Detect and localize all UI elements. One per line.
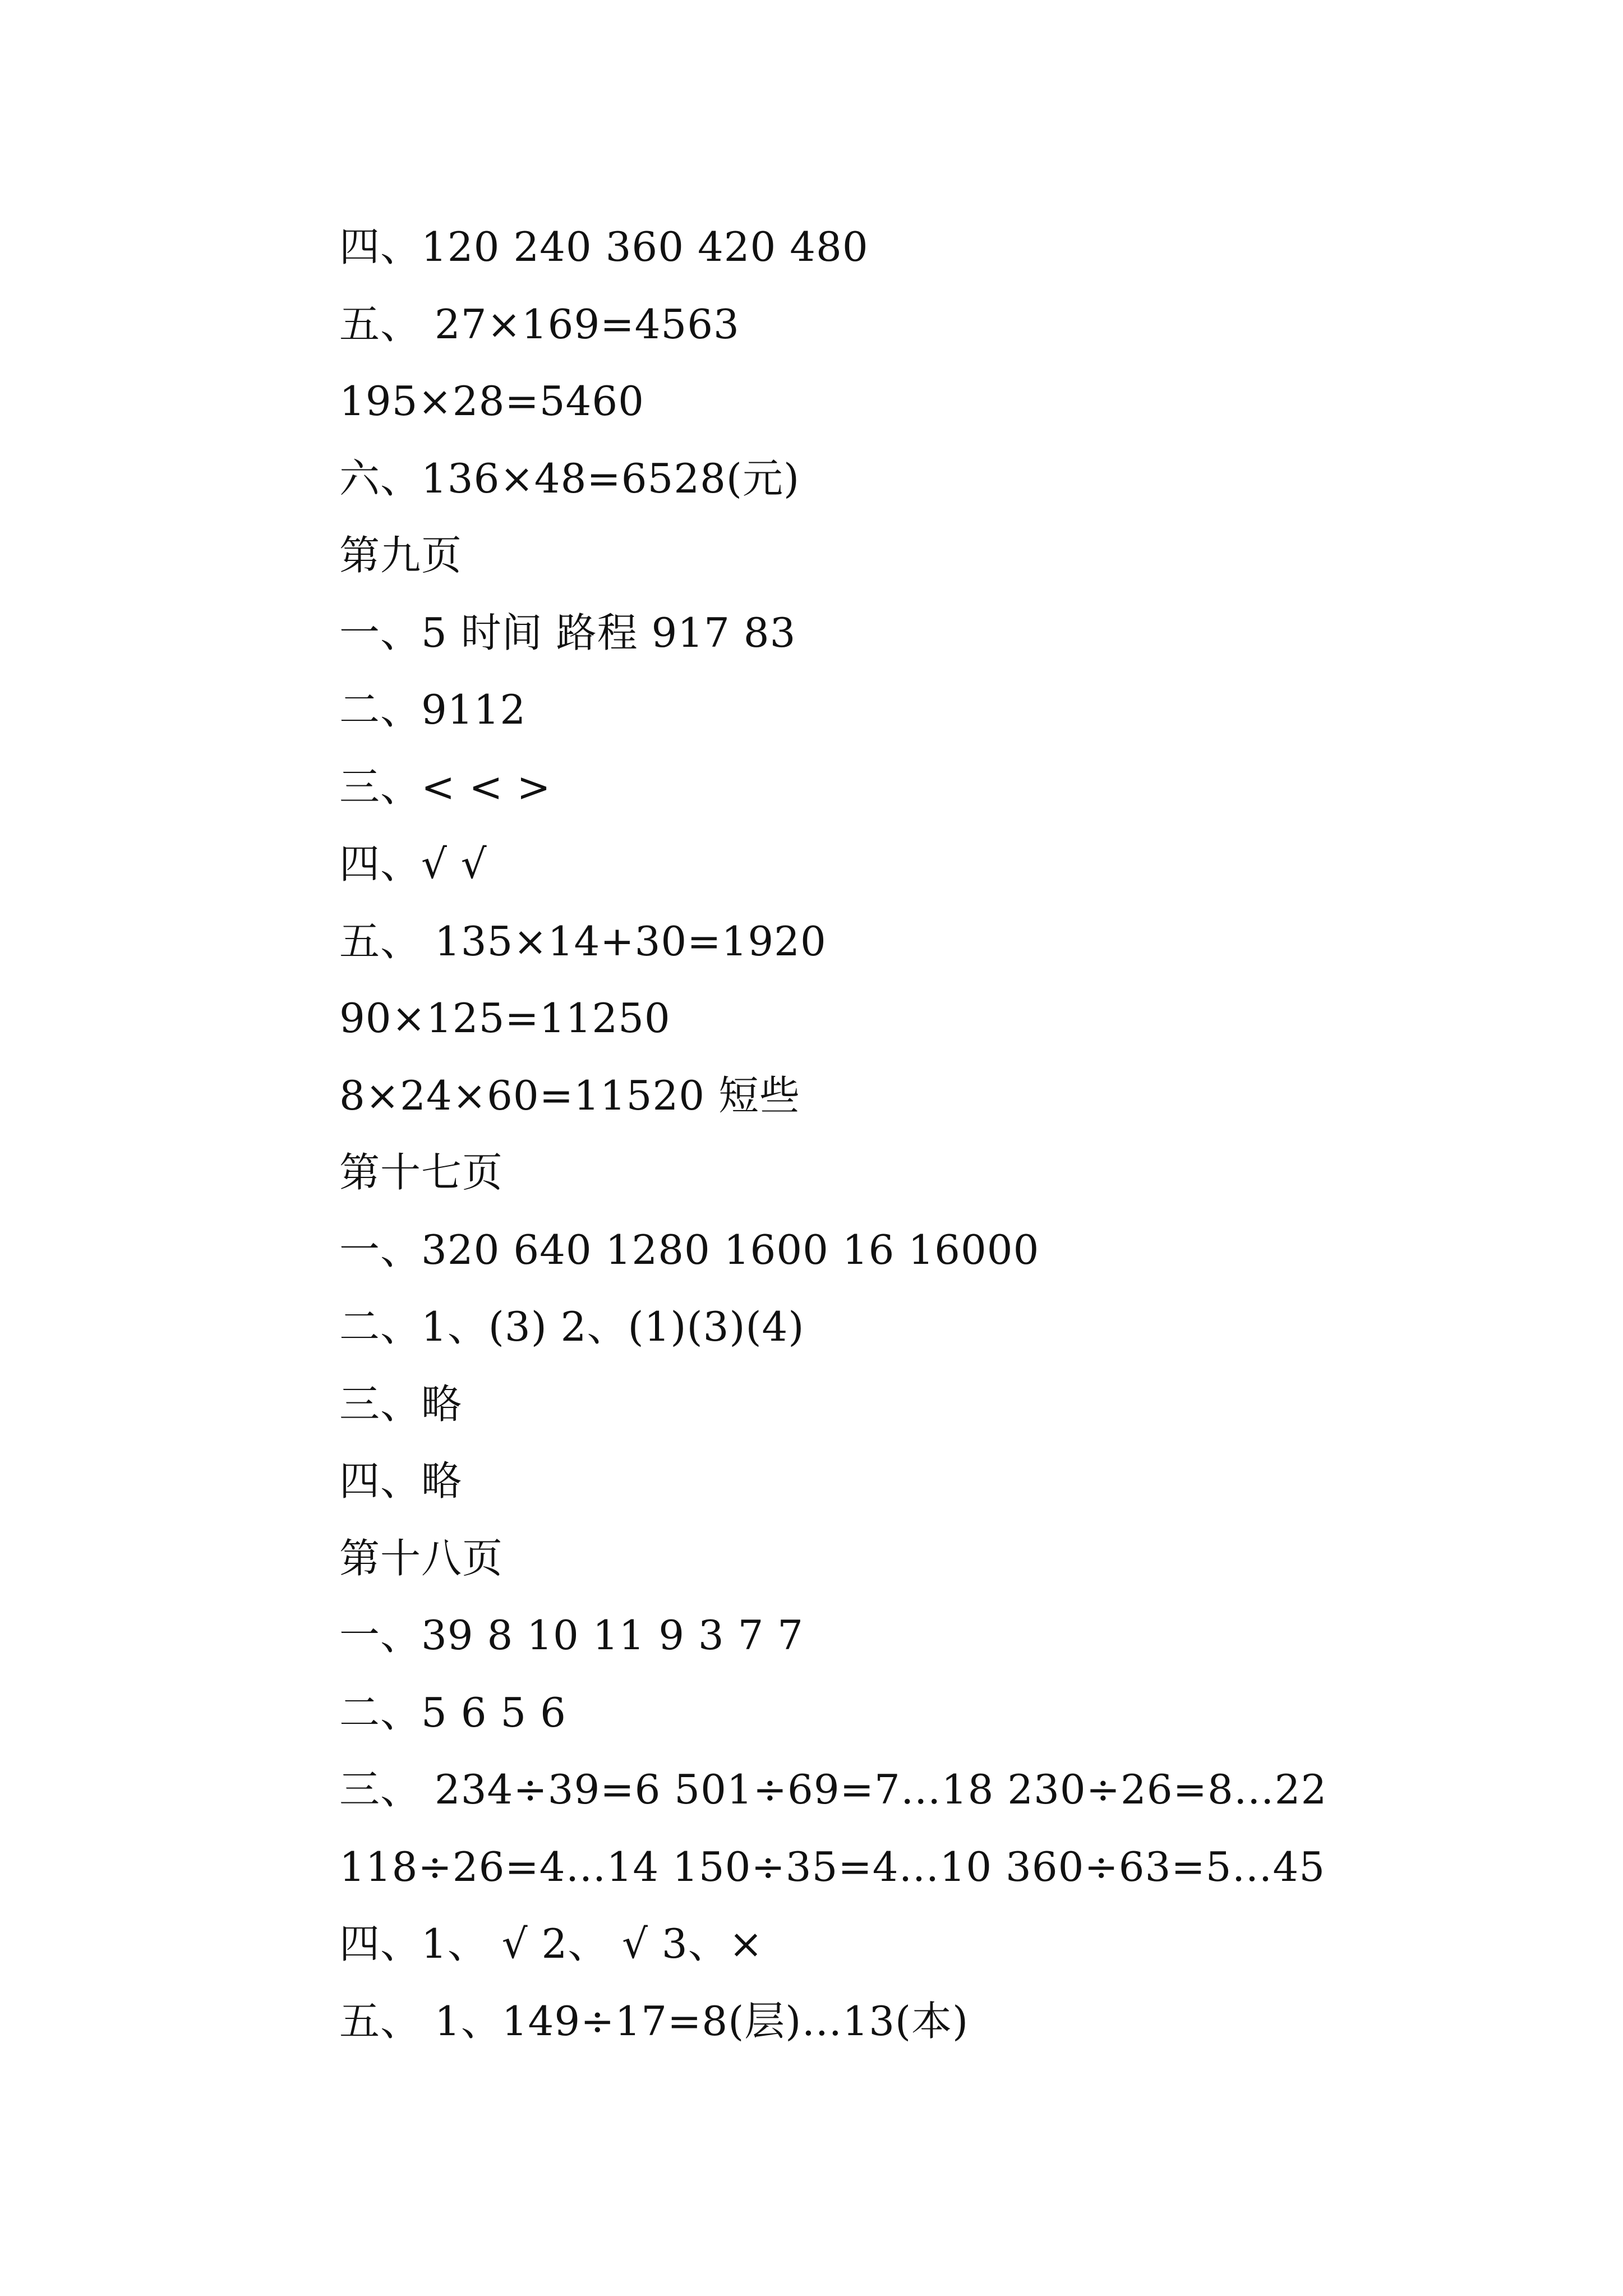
text-line: 六、136×48=6528(元) — [339, 454, 800, 502]
text-line: 三、< < > — [339, 763, 551, 811]
text-line: 8×24×60=11520 短些 — [339, 1071, 800, 1119]
text-line: 一、5 时间 路程 917 83 — [339, 609, 796, 656]
section-heading: 第十七页 — [339, 1149, 504, 1196]
text-line: 四、120 240 360 420 480 — [339, 223, 869, 270]
text-line: 四、√ √ — [339, 840, 487, 887]
text-line: 90×125=11250 — [339, 995, 671, 1042]
text-line: 二、1、(3) 2、(1)(3)(4) — [339, 1303, 805, 1350]
text-line: 二、5 6 5 6 — [339, 1688, 566, 1736]
answer-text-block — [339, 209, 1517, 2060]
text-line: 一、320 640 1280 1600 16 16000 — [339, 1226, 1040, 1273]
text-line: 五、 27×169=4563 — [339, 300, 740, 348]
section-heading: 第九页 — [339, 532, 463, 579]
section-heading: 第十八页 — [339, 1534, 504, 1582]
text-line: 二、9112 — [339, 686, 527, 733]
text-line: 四、略 — [339, 1457, 463, 1504]
text-line: 一、39 8 10 11 9 3 7 7 — [339, 1612, 804, 1659]
text-line: 五、 1、149÷17=8(层)…13(本) — [339, 1997, 969, 2045]
text-line: 五、 135×14+30=1920 — [339, 917, 827, 965]
text-line: 195×28=5460 — [339, 378, 644, 425]
text-line: 118÷26=4…14 150÷35=4…10 360÷63=5…45 — [339, 1843, 1326, 1890]
text-line: 三、略 — [339, 1380, 463, 1428]
text-line: 三、 234÷39=6 501÷69=7…18 230÷26=8…22 — [339, 1766, 1327, 1813]
text-line: 四、1、 √ 2、 √ 3、× — [339, 1920, 764, 1967]
